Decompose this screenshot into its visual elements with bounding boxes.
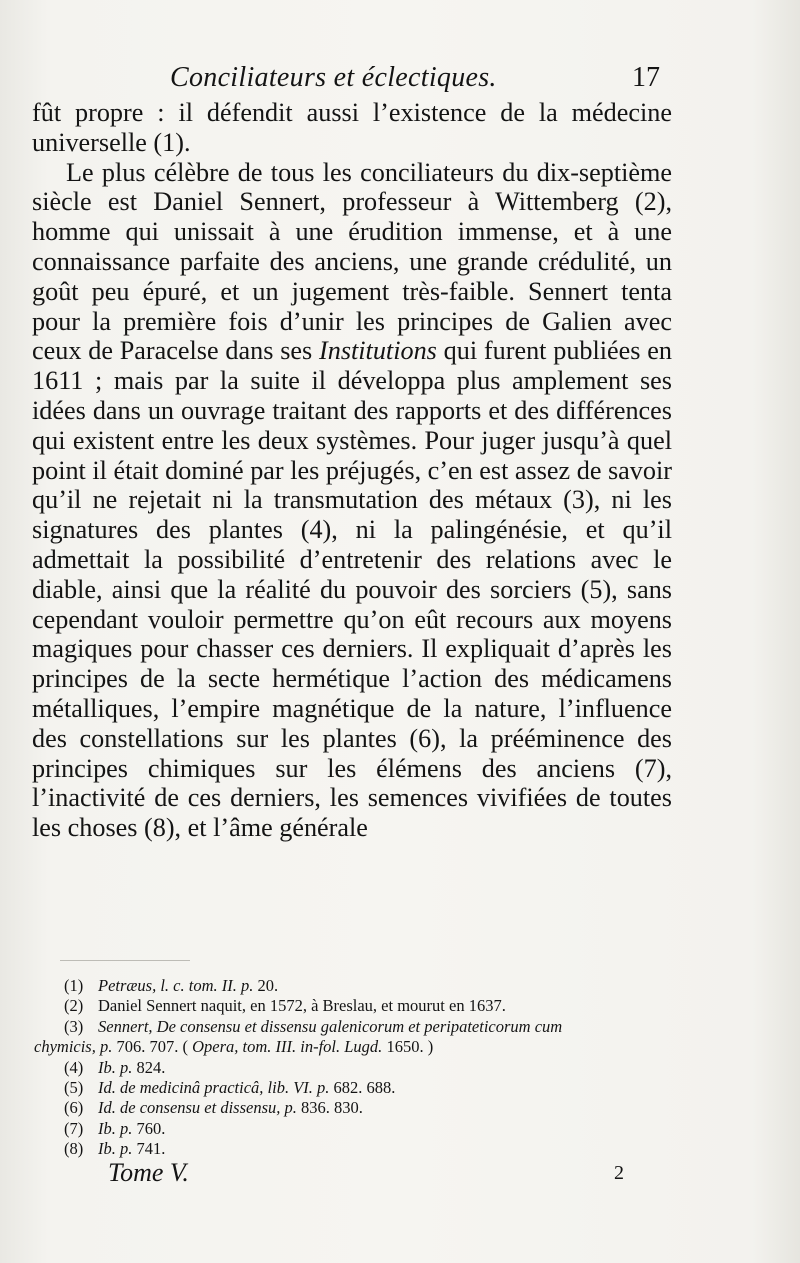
page-number: 17 (632, 62, 660, 93)
footnote-2: (2) Daniel Sennert naquit, en 1572, à Breslau, et mourut en 1637. (64, 996, 506, 1016)
running-title: Conciliateurs et éclectiques. (170, 62, 497, 93)
paragraph-sennert (32, 158, 672, 843)
paragraph-text-b: qui furent publiées en 1611 ; mais par la suite il développa plus amplement ses idées dans un ouvrage traitant des rapports et des différences qui existent entre les deux systèmes. Pour juger jusqu’à quel point il était dominé par les préjugés, c’en est assez de savoir qu’il ne rejetait ni la transmutation des métaux (3), ni les signatures des plantes (4), ni la palingénésie, et qu’il admettait la possibilité d’entretenir des relations avec le diable, ainsi que la réalité du pouvoir des sorciers (5), sans cependant vouloir permettre qu’on eût recours aux moyens magiques pour chasser ces derniers. Il expliquait d’après les principes de la secte hermétique l’action des médicamens métalliques, l’empire magnétique de la nature, l’influence des constellations sur les plantes (6), la prééminence des principes chimiques sur les élémens des anciens (7), l’inactivité de ces derniers, les semences vivifiées de toutes les choses (8), et l’âme générale (32, 336, 673, 843)
footnote-rule (60, 960, 190, 961)
volume-label: Tome V. (108, 1158, 189, 1187)
paragraph-continuation: fût propre : il défendit aussi l’existence de la médecine universelle (1). (32, 98, 672, 157)
footnote-3-continuation: chymicis, p. 706. 707. ( Opera, tom. III. in-fol. Lugd. 1650. ) (34, 1037, 434, 1057)
signature-line (108, 1158, 624, 1192)
running-head (170, 62, 660, 102)
footnote-1: (1) Petræus, l. c. tom. II. p. 20. (64, 976, 279, 995)
footnote-3: (3) Sennert, De consensu et dissensu galenicorum et peripateticorum cum (64, 1016, 563, 1036)
paragraph-text-a: Le plus célèbre de tous les conciliateurs du dix-septième siècle est Daniel Sennert, professeur à Wittemberg (2), homme qui unissait à une érudition immense, et à une connaissance parfaite des anciens, une grande crédulité, un goût peu épuré, et un jugement très-faible. Sennert tenta pour la première fois d’unir les principes de Galien avec ceux de Paracelse dans ses (32, 157, 672, 366)
work-title-institutions: Institutions (319, 336, 437, 366)
footnote-7: (7) Ib. p. 760. (64, 1118, 166, 1138)
footnotes (34, 976, 684, 1160)
footnote-5: (5) Id. de medicinâ practicâ, lib. VI. p. 682. 688. (64, 1078, 396, 1098)
body-text (32, 98, 672, 843)
footnote-4: (4) Ib. p. 824. (64, 1057, 166, 1077)
footnote-8: (8) Ib. p. 741. (64, 1139, 166, 1159)
footnote-6: (6) Id. de consensu et dissensu, p. 836. 830. (64, 1098, 363, 1118)
signature-mark: 2 (614, 1162, 624, 1184)
